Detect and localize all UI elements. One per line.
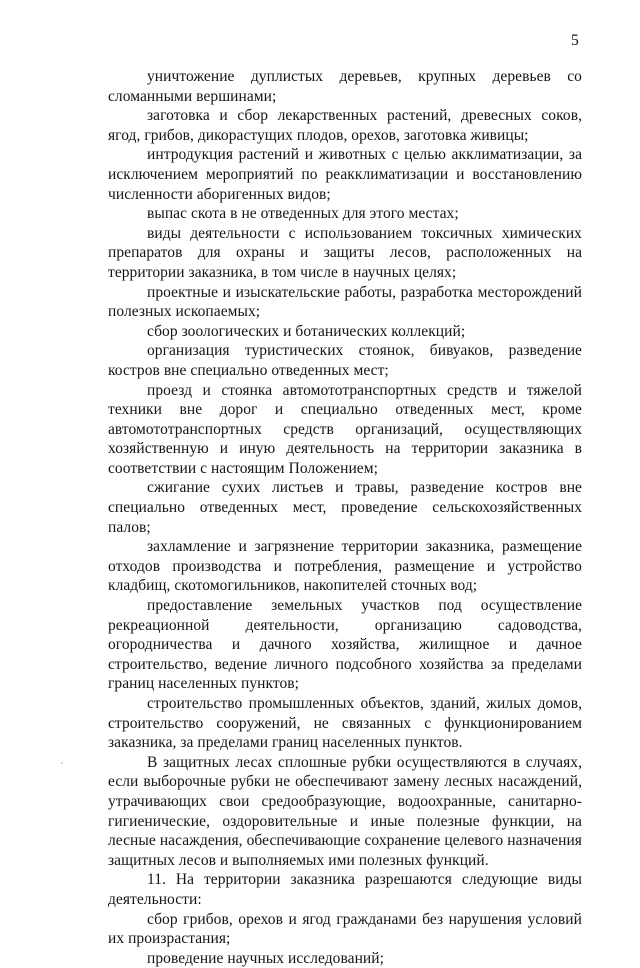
- list-item: виды деятельности с использованием токсичных химических препаратов для охраны и защиты лесов, расположенных на территории заказника, в том числе в научных целях;: [108, 224, 582, 281]
- scan-dot: [61, 762, 63, 764]
- list-item: строительство промышленных объектов, зданий, жилых домов, строительство сооружений, не связанных с функционированием заказника, за пределами границ населенных пунктов.: [108, 695, 582, 752]
- section-11-paragraph: 11. На территории заказника разрешаются следующие виды деятельности:: [108, 871, 582, 908]
- list-item: сжигание сухих листьев и травы, разведение костров вне специально отведенных мест, проведение сельскохозяйственных палов;: [108, 479, 582, 536]
- document-body: [108, 67, 582, 968]
- list-item: организация туристических стоянок, бивуаков, разведение костров вне специально отведенных мест;: [108, 342, 582, 379]
- list-item: уничтожение дуплистых деревьев, крупных деревьев со сломанными вершинами;: [108, 68, 582, 105]
- clearcut-paragraph: В защитных лесах сплошные рубки осуществляются в случаях, если выборочные рубки не обеспечивают замену лесных насаждений, утрачивающих свои средообразующие, водоохранные, санитарно-гигиенические, оздоровительные и иные полезные функции, на лесные насаждения, обеспечивающие сохранение целевого назначения защитных лесов и выполняемых ими полезных функций.: [108, 753, 582, 869]
- page-number: 5: [571, 32, 579, 49]
- list-item: захламление и загрязнение территории заказника, размещение отходов производства и потребления, размещение и устройство кладбищ, скотомогильников, накопителей сточных вод;: [108, 538, 582, 595]
- list-item: интродукция растений и животных с целью акклиматизации, за исключением мероприятий по реакклиматизации и восстановлению численности аборигенных видов;: [108, 146, 582, 203]
- list-item: сбор грибов, орехов и ягод гражданами без нарушения условий их произрастания;: [108, 910, 582, 948]
- list-item: проезд и стоянка автомототранспортных средств и тяжелой техники вне дорог и специально отведенных мест, кроме автомототранспортных средств организаций, осуществляющих хозяйственную и иную деятельность на территории заказника в соответствии с настоящим Положением;: [108, 381, 582, 477]
- list-item: выпас скота в не отведенных для этого местах;: [147, 205, 459, 223]
- list-item: проведение научных исследований;: [147, 949, 384, 967]
- list-item: сбор зоологических и ботанических коллекций;: [147, 322, 466, 340]
- list-item: предоставление земельных участков под осуществление рекреационной деятельности, организацию садоводства, огородничества и дачного хозяйства, жилищное и дачное строительство, ведение личного подсобного хозяйства за пределами границ населенных пунктов;: [108, 597, 582, 693]
- list-item: заготовка и сбор лекарственных растений, древесных соков, ягод, грибов, дикорастущих плодов, орехов, заготовка живицы;: [108, 107, 582, 144]
- list-item: проектные и изыскательские работы, разработка месторождений полезных ископаемых;: [108, 283, 582, 321]
